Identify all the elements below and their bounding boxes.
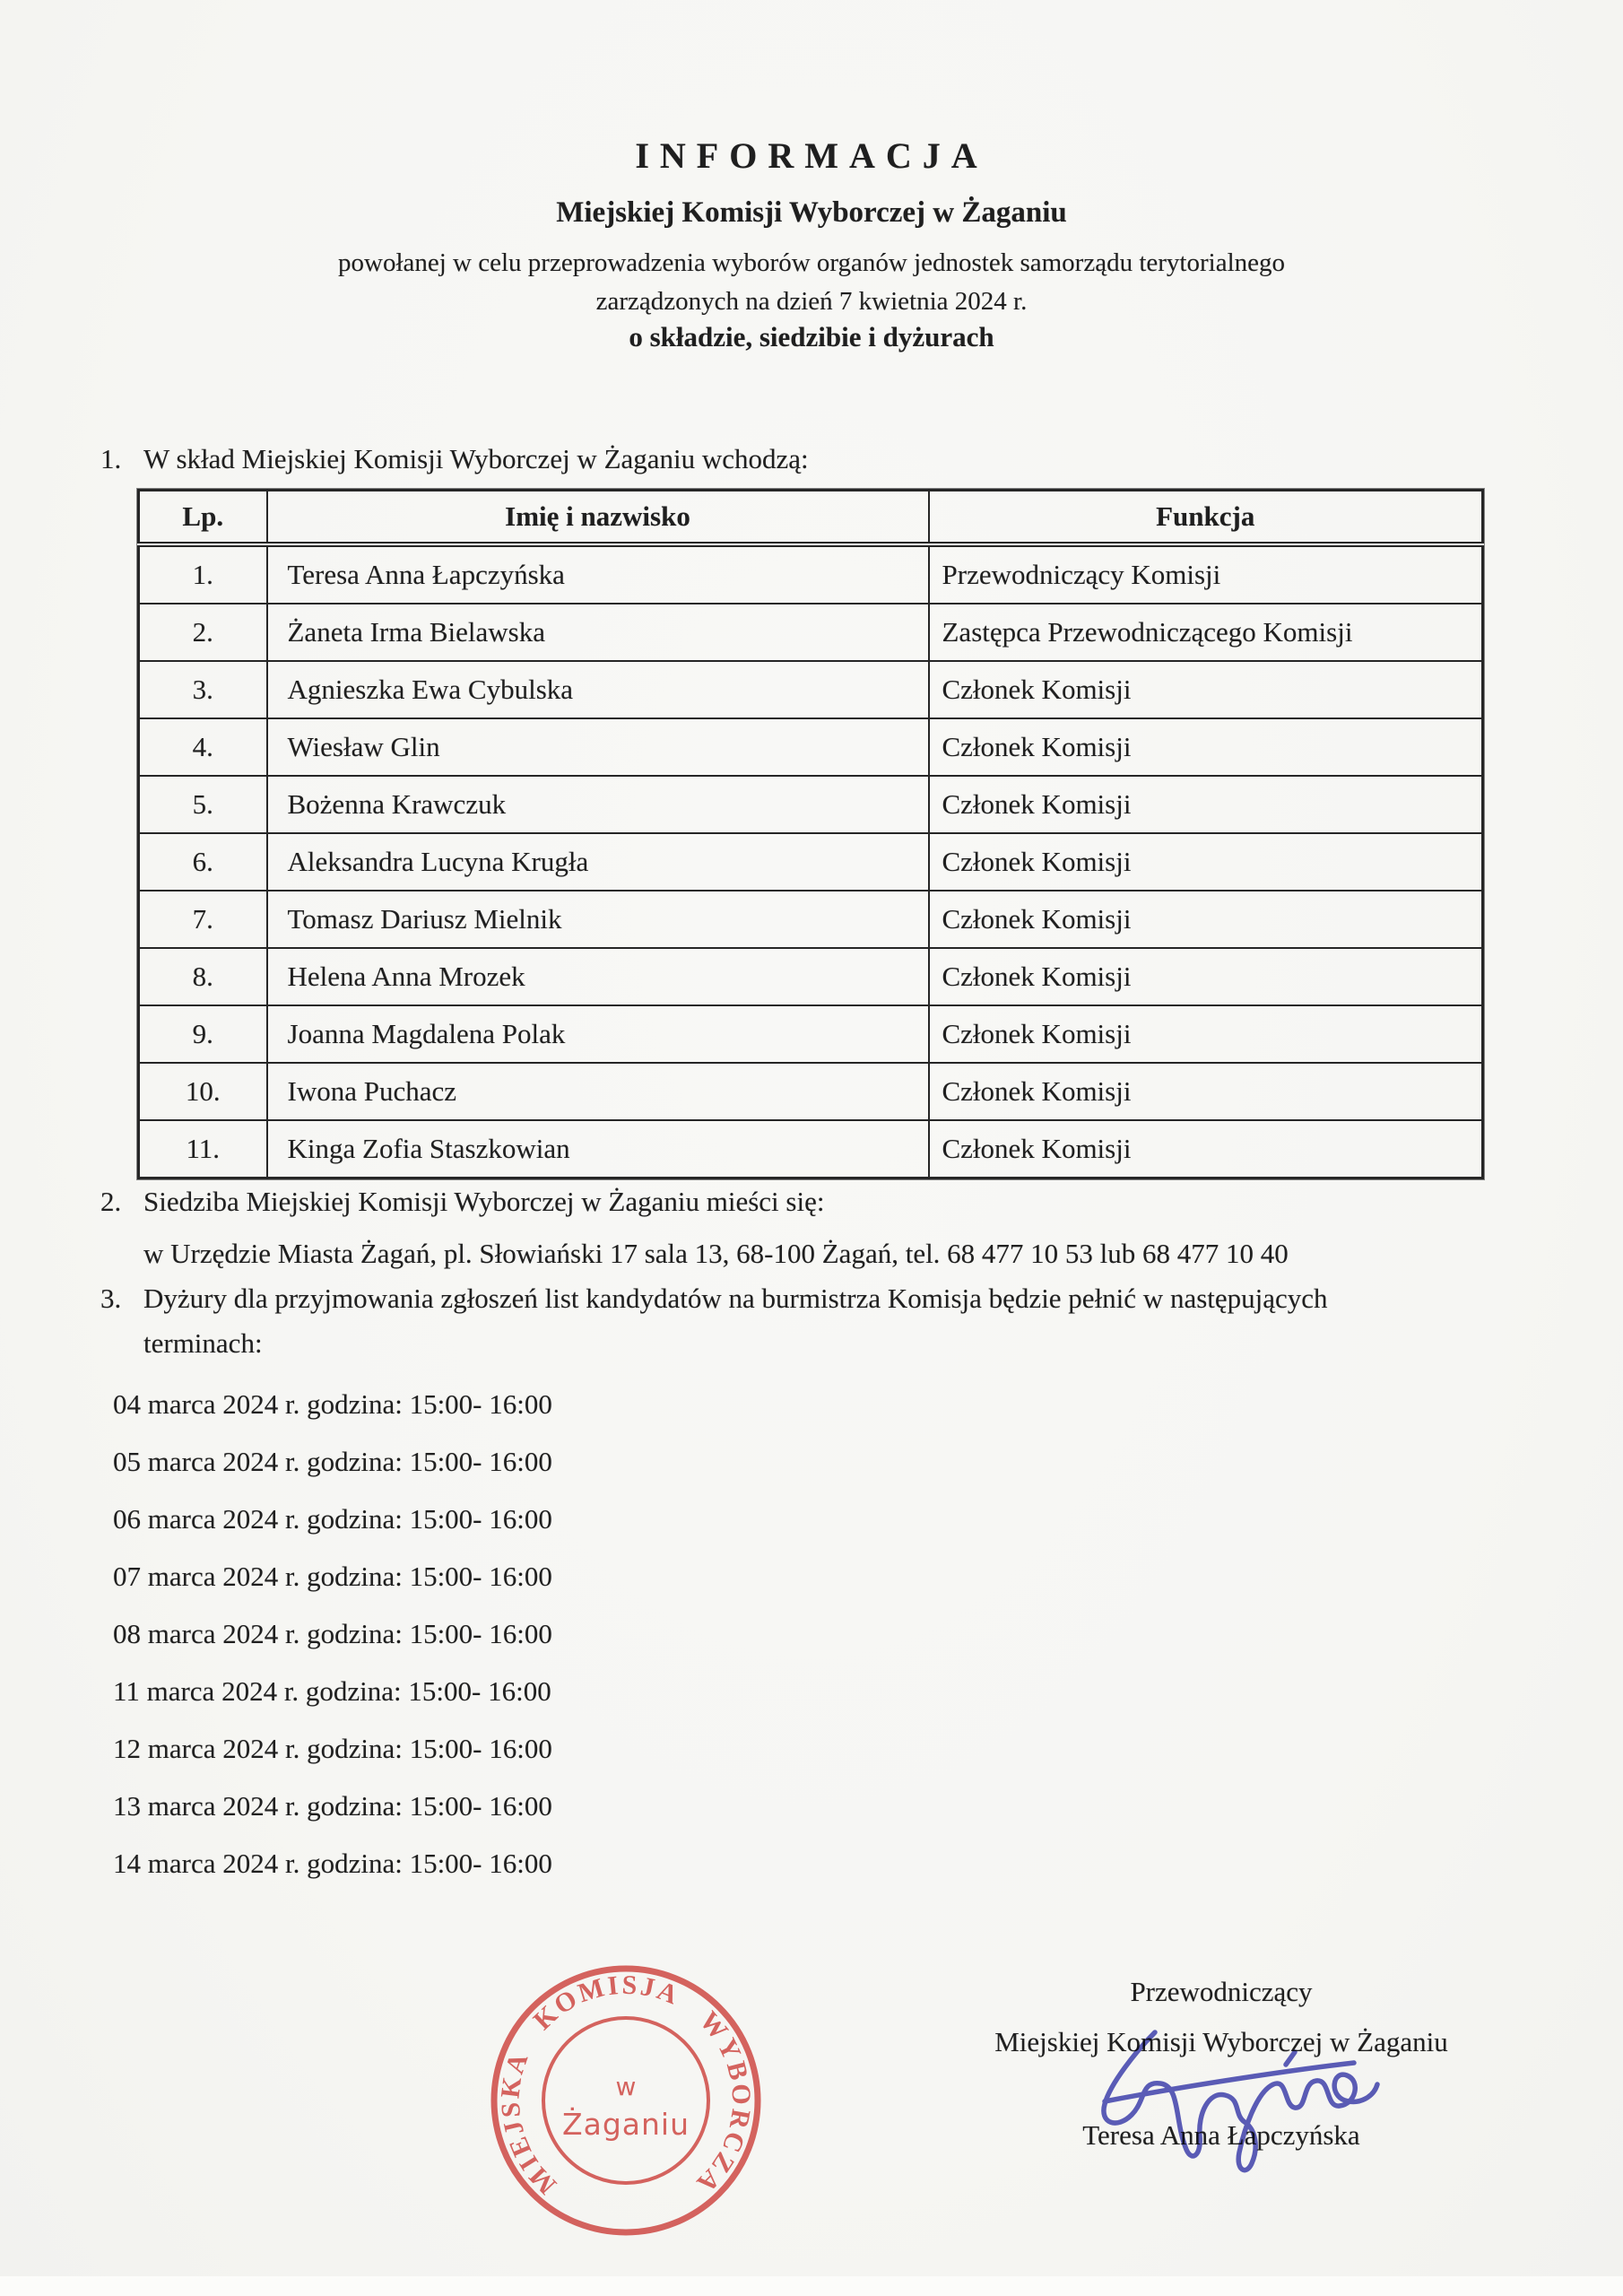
cell-lp: 1.	[139, 544, 267, 604]
cell-role: Członek Komisji	[929, 891, 1483, 948]
section3-number: 3.	[100, 1283, 122, 1314]
section3-heading	[100, 1283, 1553, 1315]
table-row	[139, 776, 1483, 833]
cell-name: Kinga Zofia Staszkowian	[267, 1120, 929, 1178]
handwritten-signature	[1031, 1998, 1408, 2196]
cell-role: Członek Komisji	[929, 1063, 1483, 1120]
duty-date-line: 05 marca 2024 r. godzina: 15:00- 16:00	[113, 1446, 552, 1477]
duty-date-line: 06 marca 2024 r. godzina: 15:00- 16:00	[113, 1503, 552, 1535]
section2-text: Siedziba Miejskiej Komisji Wyborczej w Żaganiu mieści się:	[143, 1186, 825, 1217]
section1-number: 1.	[100, 443, 122, 474]
signature-accent-stroke	[1286, 2052, 1295, 2065]
commission-members-table	[137, 489, 1484, 1179]
signature-main-stroke	[1104, 2032, 1377, 2170]
duty-date-line: 08 marca 2024 r. godzina: 15:00- 16:00	[113, 1618, 552, 1649]
cell-lp: 11.	[139, 1120, 267, 1178]
section1-text: W skład Miejskiej Komisji Wyborczej w Żaganiu wchodzą:	[143, 443, 809, 474]
duty-date-line: 11 marca 2024 r. godzina: 15:00- 16:00	[113, 1675, 551, 1707]
scan-bottom-edge	[0, 2276, 1623, 2296]
table-row	[139, 604, 1483, 661]
section2-number: 2.	[100, 1186, 122, 1217]
official-round-stamp	[488, 1962, 764, 2239]
document-title: INFORMACJA	[635, 135, 988, 176]
duty-date-line: 13 marca 2024 r. godzina: 15:00- 16:00	[113, 1790, 552, 1822]
cell-lp: 6.	[139, 833, 267, 891]
signer-typed-name: Teresa Anna Łapczyńska	[1082, 2119, 1360, 2151]
cell-name: Żaneta Irma Bielawska	[267, 604, 929, 661]
table-row	[139, 833, 1483, 891]
cell-lp: 9.	[139, 1005, 267, 1063]
stamp-center-line2: Żaganiu	[562, 2107, 690, 2142]
cell-lp: 4.	[139, 718, 267, 776]
cell-role: Zastępca Przewodniczącego Komisji	[929, 604, 1483, 661]
cell-name: Agnieszka Ewa Cybulska	[267, 661, 929, 718]
cell-lp: 5.	[139, 776, 267, 833]
table-row	[139, 1120, 1483, 1178]
stamp-ring-text: MIEJSKA KOMISJA WYBORCZA	[495, 1970, 757, 2200]
cell-role: Członek Komisji	[929, 948, 1483, 1005]
duty-date-line: 04 marca 2024 r. godzina: 15:00- 16:00	[113, 1388, 552, 1420]
table-row	[139, 1063, 1483, 1120]
cell-name: Wiesław Glin	[267, 718, 929, 776]
table-row	[139, 1005, 1483, 1063]
section2-heading	[100, 1186, 1517, 1218]
purpose-line: powołanej w celu przeprowadzenia wyborów organów jednostek samorządu terytorialnego	[338, 248, 1285, 277]
cell-role: Członek Komisji	[929, 776, 1483, 833]
table-row	[139, 948, 1483, 1005]
cell-name: Iwona Puchacz	[267, 1063, 929, 1120]
signer-role-line2: Miejskiej Komisji Wyborczej w Żaganiu	[994, 2026, 1448, 2057]
election-date-line: zarządzonych na dzień 7 kwietnia 2024 r.	[595, 287, 1028, 316]
header-cell-name: Imię i nazwisko	[267, 491, 929, 545]
subject-line: o składzie, siedzibie i dyżurach	[629, 321, 994, 352]
table-row	[139, 661, 1483, 718]
signer-role-line1: Przewodniczący	[1130, 1976, 1313, 2007]
table-row	[139, 891, 1483, 948]
cell-lp: 2.	[139, 604, 267, 661]
cell-name: Bożenna Krawczuk	[267, 776, 929, 833]
cell-role: Członek Komisji	[929, 718, 1483, 776]
duty-date-line: 07 marca 2024 r. godzina: 15:00- 16:00	[113, 1561, 552, 1592]
cell-name: Teresa Anna Łapczyńska	[267, 544, 929, 604]
cell-name: Joanna Magdalena Polak	[267, 1005, 929, 1063]
cell-name: Helena Anna Mrozek	[267, 948, 929, 1005]
table-row	[139, 544, 1483, 604]
cell-name: Aleksandra Lucyna Krugła	[267, 833, 929, 891]
commission-address: w Urzędzie Miasta Żagań, pl. Słowiański 17 sala 13, 68-100 Żagań, tel. 68 477 10 53 lub 68 477 10 40	[143, 1238, 1289, 1269]
section3-text-line2: terminach:	[143, 1327, 263, 1359]
cell-role: Członek Komisji	[929, 1120, 1483, 1178]
table-row	[139, 718, 1483, 776]
cell-lp: 10.	[139, 1063, 267, 1120]
cell-lp: 3.	[139, 661, 267, 718]
cell-lp: 7.	[139, 891, 267, 948]
cell-role: Przewodniczący Komisji	[929, 544, 1483, 604]
stamp-center-line1: w	[615, 2072, 637, 2101]
cell-role: Członek Komisji	[929, 661, 1483, 718]
cell-role: Członek Komisji	[929, 1005, 1483, 1063]
table-header-row	[139, 491, 1483, 545]
header-cell-lp: Lp.	[139, 491, 267, 545]
cell-name: Tomasz Dariusz Mielnik	[267, 891, 929, 948]
section3-text-line1: Dyżury dla przyjmowania zgłoszeń list kandydatów na burmistrza Komisja będzie pełnić w następujących	[143, 1283, 1328, 1314]
cell-lp: 8.	[139, 948, 267, 1005]
duty-date-line: 12 marca 2024 r. godzina: 15:00- 16:00	[113, 1733, 552, 1764]
header-cell-role: Funkcja	[929, 491, 1483, 545]
cell-role: Członek Komisji	[929, 833, 1483, 891]
organization-line: Miejskiej Komisji Wyborczej w Żaganiu	[556, 196, 1067, 229]
section1-heading	[100, 443, 1517, 475]
duty-date-line: 14 marca 2024 r. godzina: 15:00- 16:00	[113, 1848, 552, 1879]
